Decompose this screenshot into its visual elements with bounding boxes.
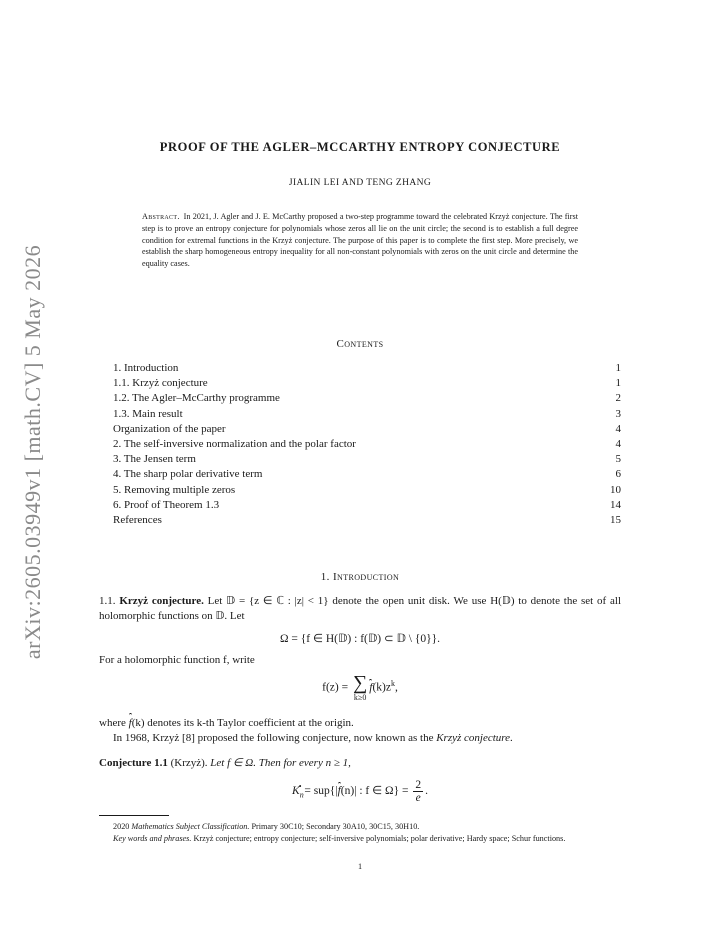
toc-entry-page: 3 (615, 407, 621, 420)
equation-part: , (394, 681, 398, 694)
toc-entry-label: 6. Proof of Theorem 1.3 (113, 498, 220, 511)
toc-entry-page: 5 (615, 453, 621, 466)
toc-entry-page: 1 (615, 377, 621, 390)
toc-entry[interactable] (113, 407, 621, 422)
conjecture-statement (99, 756, 621, 771)
table-of-contents (113, 361, 621, 528)
toc-entry-label: 3. The Jensen term (113, 453, 196, 466)
abstract-text: In 2021, J. Agler and J. E. McCarthy proposed a two-step programme toward the celebrated Krzyż conjecture. The first step is to prove an entropy conjecture for polynomials whose zeros all lie on the unit circle; the second is to establish a full degree condition for extremal functions in the Krzyż conjecture. The purpose of this paper is to complete the first step. More precisely, we establish the sharp homogeneous entropy inequality for all non-constant polynomials with zeros on the unit circle and determine the equality cases. (142, 212, 578, 269)
equation-part: f(z) = (322, 681, 349, 694)
toc-entry-page: 10 (610, 483, 621, 496)
toc-entry-page: 1 (615, 362, 621, 374)
toc-entry-page: 2 (615, 392, 621, 405)
toc-entry-label: 1. Introduction (113, 362, 179, 374)
toc-entry-page: 14 (610, 498, 621, 511)
conjecture-label: Conjecture 1.1 (99, 757, 168, 769)
abstract-label: Abstract. (142, 212, 180, 221)
paragraph-text: where f(k) denotes its k-th Taylor coefficient at the origin. (99, 717, 354, 729)
toc-entry[interactable] (113, 422, 621, 437)
toc-entry[interactable] (113, 391, 621, 406)
fraction-two-over-e: $\frac{2}{e}$ (415, 779, 422, 804)
toc-entry-label: 2. The self-inversive normalization and the polar factor (113, 438, 356, 451)
abstract (142, 211, 578, 270)
toc-entry[interactable] (113, 376, 621, 391)
toc-entry-label: 1.1. Krzyż conjecture (113, 377, 208, 390)
footnote-rule (99, 815, 169, 816)
paper-authors: JIALIN LEI AND TENG ZHANG (288, 178, 432, 188)
toc-entry-page: 4 (615, 438, 621, 451)
toc-entry[interactable] (113, 483, 621, 498)
equation-krzyz: $K_n^• = sup\{|f(n)|$ : f ∈ Ω} = $\frac{2}{e}$ . (292, 779, 428, 804)
hat-f: f (337, 785, 341, 798)
toc-entry-label: 4. The sharp polar derivative term (113, 468, 263, 481)
toc-entry[interactable] (113, 467, 621, 482)
page-number: 1 (357, 862, 363, 871)
toc-entry-label: 1.3. Main result (113, 407, 183, 420)
equation-superscript: k (390, 678, 395, 688)
footnote-msc: 2020 Mathematics Subject Classification. Primary 30C10; Secondary 30A10, 30C15, 30H10. (113, 822, 420, 831)
paragraph-text: For a holomorphic function f, write (99, 654, 255, 666)
equation-part: (k)z (372, 681, 391, 694)
summation-symbol: ∑ k≥0 (352, 672, 368, 702)
section-heading: 1. Introduction (320, 571, 400, 583)
subsection-title: Krzyż conjecture. (119, 595, 204, 607)
toc-entry-page: 15 (610, 514, 621, 527)
footnote-keywords: Key words and phrases. Krzyż conjecture; entropy conjecture; self-inversive polynomials; polar derivative; Hardy space; Schur functions. (113, 834, 566, 843)
conjecture-text: Let f ∈ Ω. Then for every n ≥ 1, (210, 757, 351, 769)
toc-heading: Contents (336, 338, 384, 350)
toc-entry-label: 1.2. The Agler–McCarthy programme (113, 392, 280, 405)
hat-f: f (128, 717, 132, 729)
toc-entry[interactable] (113, 498, 621, 513)
toc-entry-page: 6 (615, 468, 621, 481)
equation-omega: Ω = {f ∈ H(𝔻) : f(𝔻) ⊂ 𝔻 \ {0}}. (279, 633, 441, 645)
toc-entry[interactable] (113, 452, 621, 467)
toc-entry[interactable] (113, 437, 621, 452)
toc-entry-label: References (113, 514, 162, 527)
paragraph-text: Let 𝔻 = {z ∈ ℂ : |z| < 1} denote the open unit disk. We use H(𝔻) to denote the set of all holomorphic functions on 𝔻. Let (99, 595, 622, 622)
paper-title: PROOF OF THE AGLER–MCCARTHY ENTROPY CONJECTURE (159, 140, 561, 154)
toc-entry-label: 5. Removing multiple zeros (113, 483, 236, 496)
toc-entry[interactable] (113, 361, 621, 376)
hat-f: f (369, 681, 373, 694)
arxiv-side-stamp: arXiv:2605.03949v1 [math.CV] 5 May 2026 (20, 244, 45, 660)
subsection-paragraph (99, 594, 621, 623)
conjecture-attribution: (Krzyż). (170, 757, 208, 769)
equation-taylor (0, 673, 720, 703)
subsection-number: 1.1. (99, 595, 116, 607)
toc-entry[interactable] (113, 513, 621, 528)
toc-entry-page: 4 (615, 422, 621, 435)
paragraph-text: In 1968, Krzyż [8] proposed the following conjecture, now known as the Krzyż conjecture. (113, 732, 513, 744)
toc-entry-label: Organization of the paper (113, 422, 226, 435)
